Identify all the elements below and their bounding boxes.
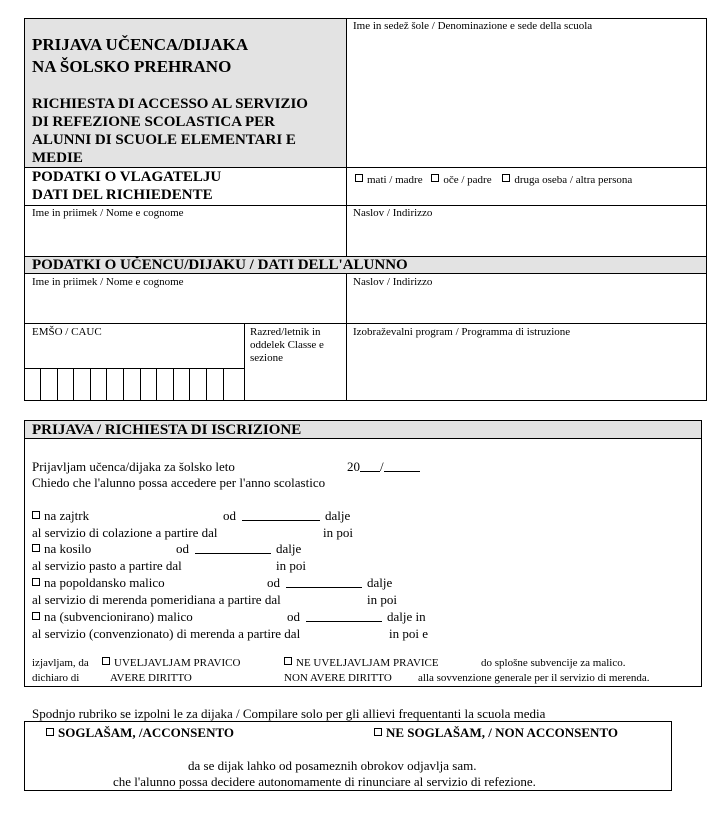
lunch-option[interactable]: na kosilo: [32, 541, 91, 557]
breakfast-option[interactable]: na zajtrk: [32, 508, 89, 524]
snack-onward-sl: dalje: [367, 575, 393, 590]
year-blank[interactable]: [360, 471, 380, 472]
consent-note: Spodnjo rubriko se izpolni le za dijaka / Compilare solo per gli allievi frequentanti la scuola media: [32, 706, 546, 721]
checkbox-icon[interactable]: [32, 578, 40, 586]
class-label-line1: Razred/letnik in: [250, 326, 321, 338]
divider: [24, 205, 707, 206]
no-claim-option[interactable]: NE UVELJAVLJAM PRAVICE: [284, 657, 439, 670]
emso-cell-divider: [189, 368, 190, 401]
pupil-heading: PODATKI O UČENCU/DIJAKU / DATI DELL'ALUNNO: [32, 257, 408, 273]
form-title-it-line3: ALUNNI DI SCUOLE ELEMENTARI E: [32, 132, 296, 148]
school-year-field[interactable]: 20 /: [347, 459, 420, 475]
breakfast-date-field[interactable]: [242, 508, 320, 524]
applicant-heading-it: DATI DEL RICHIEDENTE: [32, 187, 213, 203]
subsidised-snack-it: al servizio (convenzionato) di merenda a partire dal: [32, 626, 301, 641]
subsidised-snack-date-field[interactable]: [306, 609, 382, 625]
class-label-line2: oddelek Classe e: [250, 339, 324, 351]
program-label: Izobraževalni program / Programma di istruzione: [353, 326, 571, 338]
enrollment-heading: PRIJAVA / RICHIESTA DI ISCRIZIONE: [32, 422, 302, 438]
school-field-label: Ime in sedež šole / Denominazione e sede della scuola: [353, 20, 593, 32]
emso-cell-divider: [123, 368, 124, 401]
breakfast-it: al servizio di colazione a partire dal: [32, 525, 218, 540]
subsidised-snack-option[interactable]: na (subvencionirano) malico: [32, 609, 193, 625]
checkbox-icon[interactable]: [502, 174, 510, 182]
divider: [244, 323, 245, 401]
form-title-it-line2: DI REFEZIONE SCOLASTICA PER: [32, 114, 275, 130]
emso-cell-divider: [173, 368, 174, 401]
snack-date-field[interactable]: [286, 575, 362, 591]
divider: [346, 273, 347, 401]
lunch-onward-it: in poi: [276, 558, 306, 573]
checkbox-icon[interactable]: [32, 544, 40, 552]
mother-option[interactable]: mati / madre: [355, 174, 423, 186]
snack-from-label: od: [267, 575, 280, 590]
intro-sl: Prijavljam učenca/dijaka za šolsko leto: [32, 459, 235, 474]
subsidised-snack-onward-sl: dalje in: [387, 609, 426, 624]
form-title-it-line1: RICHIESTA DI ACCESSO AL SERVIZIO: [32, 96, 308, 112]
emso-cell-divider: [57, 368, 58, 401]
subsidy-it: alla sovvenzione generale per il servizio di merenda.: [418, 672, 650, 684]
emso-cell-divider: [106, 368, 107, 401]
applicant-heading-sl: PODATKI O VLAGATELJU: [32, 169, 222, 185]
checkbox-icon[interactable]: [431, 174, 439, 182]
snack-onward-it: in poi: [367, 592, 397, 607]
lunch-onward-sl: dalje: [276, 541, 302, 556]
emso-cell-divider: [140, 368, 141, 401]
consent-agree-option[interactable]: SOGLAŠAM, /ACCONSENTO: [46, 725, 234, 741]
pupil-name-label: Ime in priimek / Nome e cognome: [32, 276, 184, 288]
claim-it: AVERE DIRITTO: [110, 672, 192, 684]
intro-it: Chiedo che l'alunno possa accedere per l'anno scolastico: [32, 475, 326, 490]
subsidised-snack-onward-it: in poi e: [389, 626, 428, 641]
breakfast-onward-it: in poi: [323, 525, 353, 540]
other-person-option[interactable]: druga oseba / altra persona: [502, 174, 632, 186]
pupil-address-label: Naslov / Indirizzo: [353, 276, 433, 288]
claim-option[interactable]: UVELJAVLJAM PRAVICO: [102, 657, 240, 670]
applicant-address-label: Naslov / Indirizzo: [353, 207, 433, 219]
father-option[interactable]: oče / padre: [431, 174, 491, 186]
emso-cell-divider: [90, 368, 91, 401]
emso-cell-divider: [156, 368, 157, 401]
subsidised-snack-from-label: od: [287, 609, 300, 624]
emso-cell-divider: [206, 368, 207, 401]
breakfast-from-label: od: [223, 508, 236, 523]
breakfast-onward-sl: dalje: [325, 508, 351, 523]
applicant-name-label: Ime in priimek / Nome e cognome: [32, 207, 184, 219]
emso-label: EMŠO / CAUC: [32, 326, 102, 338]
consent-text-sl: da se dijak lahko od posameznih obrokov odjavlja sam.: [188, 758, 477, 773]
checkbox-icon[interactable]: [32, 511, 40, 519]
divider: [346, 18, 347, 256]
checkbox-icon[interactable]: [374, 728, 382, 736]
no-claim-it: NON AVERE DIRITTO: [284, 672, 392, 684]
emso-cell-divider: [223, 368, 224, 401]
checkbox-icon[interactable]: [32, 612, 40, 620]
checkbox-icon[interactable]: [102, 657, 110, 665]
form-title-it-line4: MEDIE: [32, 150, 83, 166]
lunch-it: al servizio pasto a partire dal: [32, 558, 182, 573]
subsidy-sl: do splošne subvencije za malico.: [481, 657, 626, 669]
consent-text-it: che l'alunno possa decidere autonomamente di rinunciare al servizio di refezione.: [113, 774, 536, 789]
snack-option[interactable]: na popoldansko malico: [32, 575, 165, 591]
emso-cell-divider: [40, 368, 41, 401]
declare-sl: izjavljam, da: [32, 657, 89, 669]
checkbox-icon[interactable]: [355, 174, 363, 182]
checkbox-icon[interactable]: [46, 728, 54, 736]
snack-it: al servizio di merenda pomeridiana a partire dal: [32, 592, 281, 607]
year-blank[interactable]: [384, 471, 420, 472]
emso-cell-divider: [73, 368, 74, 401]
checkbox-icon[interactable]: [284, 657, 292, 665]
divider: [24, 323, 707, 324]
lunch-date-field[interactable]: [195, 541, 271, 557]
consent-disagree-option[interactable]: NE SOGLAŠAM, / NON ACCONSENTO: [374, 725, 618, 741]
applicant-relation-options: [355, 174, 632, 187]
form-title-sl-line1: PRIJAVA UČENCA/DIJAKA: [32, 35, 249, 54]
lunch-from-label: od: [176, 541, 189, 556]
form-title-sl-line2: NA ŠOLSKO PREHRANO: [32, 57, 232, 76]
declare-it: dichiaro di: [32, 672, 80, 684]
class-label-line3: sezione: [250, 352, 283, 364]
